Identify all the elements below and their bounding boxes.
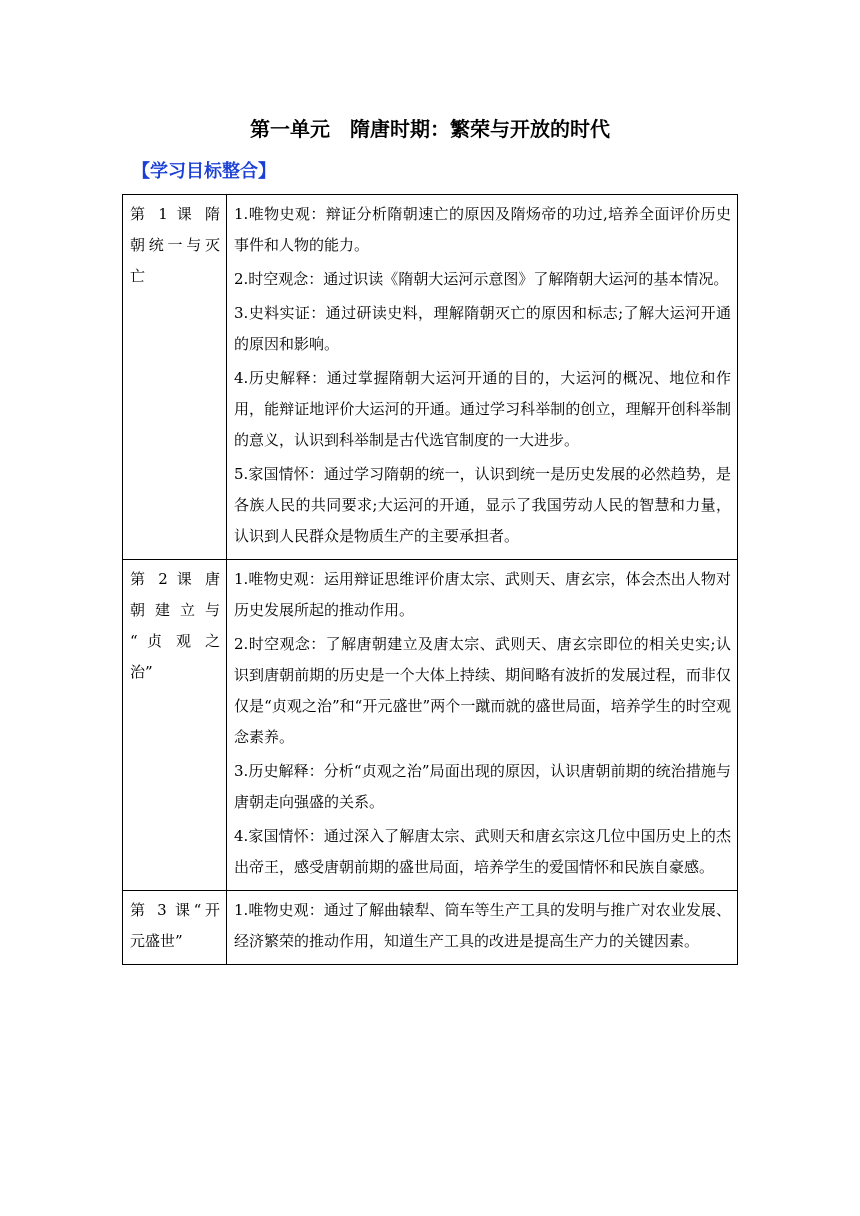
- page-title: 第一单元 隋唐时期：繁荣与开放的时代: [250, 117, 610, 141]
- table-row: [123, 195, 738, 560]
- goal-item: 1.唯物史观：辩证分析隋朝速亡的原因及隋炀帝的功过,培养全面评价历史事件和人物的能力。: [234, 205, 731, 254]
- goals-cell: [227, 560, 738, 891]
- section-heading: 【学习目标整合】: [132, 161, 276, 182]
- goal-item: 4.家国情怀：通过深入了解唐太宗、武则天和唐玄宗这几位中国历史上的杰出帝王，感受唐朝前期的盛世局面，培养学生的爱国情怀和民族自豪感。: [234, 827, 731, 876]
- goals-cell: [227, 891, 738, 965]
- goal-item: 5.家国情怀：通过学习隋朝的统一，认识到统一是历史发展的必然趋势，是各族人民的共同要求;大运河的开通，显示了我国劳动人民的智慧和力量，认识到人民群众是物质生产的主要承担者。: [234, 465, 731, 545]
- goal-item: 1.唯物史观：通过了解曲辕犁、筒车等生产工具的发明与推广对农业发展、经济繁荣的推动作用，知道生产工具的改进是提高生产力的关键因素。: [234, 901, 731, 950]
- lesson-title-line: 朝统一与灭: [130, 236, 220, 254]
- table-row: [123, 891, 738, 965]
- lesson-title-cell: [123, 560, 227, 891]
- goal-item: 2.时空观念：了解唐朝建立及唐太宗、武则天、唐玄宗即位的相关史实;认识到唐朝前期的历史是一个大体上持续、期间略有波折的发展过程，而非仅仅是“贞观之治”和“开元盛世”两个一蹴而就的盛世局面，培养学生的时空观念素养。: [234, 635, 731, 746]
- goal-item: 1.唯物史观：运用辩证思维评价唐太宗、武则天、唐玄宗，体会杰出人物对历史发展所起的推动作用。: [234, 570, 731, 619]
- goal-item: 3.历史解释：分析“贞观之治”局面出现的原因，认识唐朝前期的统治措施与唐朝走向强盛的关系。: [234, 762, 731, 811]
- lesson-title-line: 第 3 课“开: [130, 901, 220, 919]
- goal-item: 2.时空观念：通过识读《隋朝大运河示意图》了解隋朝大运河的基本情况。: [234, 270, 729, 288]
- goals-cell: [227, 195, 738, 560]
- lesson-title-line: 元盛世”: [130, 932, 183, 950]
- lesson-title-cell: [123, 891, 227, 965]
- learning-objectives-table: [122, 194, 738, 965]
- goal-item: 3.史料实证：通过研读史料，理解隋朝灭亡的原因和标志;了解大运河开通的原因和影响。: [234, 304, 731, 353]
- lesson-title-line: 朝 建 立 与: [130, 601, 220, 619]
- lesson-title-line: 第 2 课 唐: [130, 570, 220, 588]
- goal-item: 4.历史解释：通过掌握隋朝大运河开通的目的，大运河的概况、地位和作用，能辩证地评价大运河的开通。通过学习科举制的创立，理解开创科举制的意义，认识到科举制是古代选官制度的一大进步。: [234, 369, 731, 449]
- lesson-title-line: 第 1 课 隋: [130, 205, 220, 223]
- table-row: [123, 560, 738, 891]
- lesson-title-line: 治”: [130, 663, 153, 681]
- lesson-title-line: 亡: [130, 267, 146, 285]
- lesson-title-cell: [123, 195, 227, 560]
- lesson-title-line: “ 贞 观 之: [130, 632, 220, 650]
